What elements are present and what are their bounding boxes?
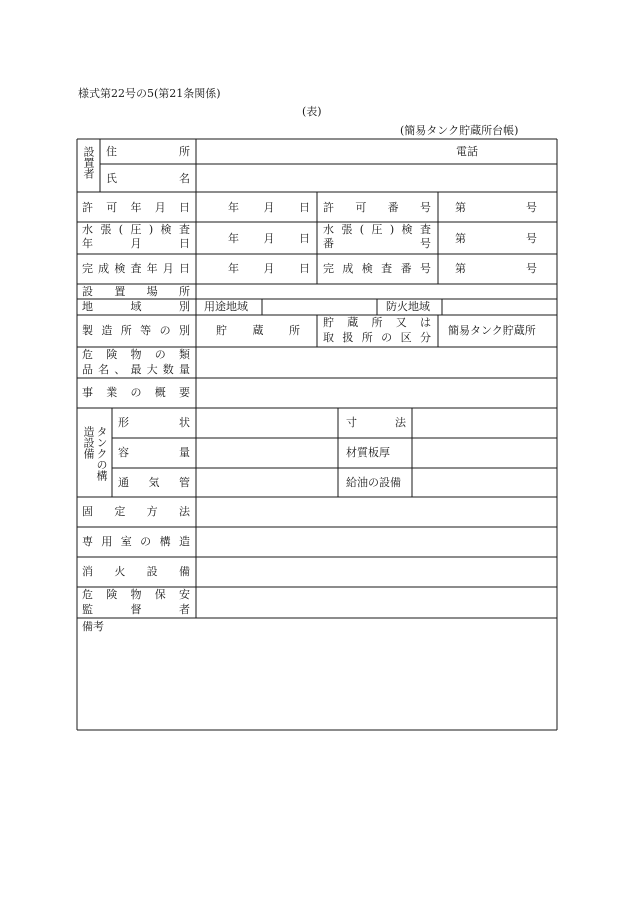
vent-label: 通 気 管 bbox=[118, 476, 190, 489]
completion-number-label: 完 成 検 査 番 号 bbox=[323, 262, 431, 275]
storage-kind-label-2: 取 扱 所 の 区 分 bbox=[323, 331, 431, 344]
dimension-label: 寸 法 bbox=[346, 416, 406, 429]
hazmat-label-2: 品 名 、 最 大 数 量 bbox=[82, 363, 190, 376]
fueling-label: 給油の設備 bbox=[346, 476, 401, 489]
capacity-label: 容 量 bbox=[118, 446, 190, 459]
room-label: 専 用 室 の 構 造 bbox=[82, 535, 190, 548]
completion-date-label: 完 成 検 査 年 月 日 bbox=[82, 262, 190, 275]
use-zone-label: 用途地域 bbox=[204, 300, 248, 313]
form-side: (表) bbox=[302, 105, 322, 118]
hydro-test-no-label-1: 水 張 ( 圧 ) 検 査 bbox=[323, 223, 431, 236]
permit-number-value: 第 号 bbox=[455, 201, 537, 214]
installer-label: 設置者 bbox=[82, 146, 95, 179]
address-label: 住 所 bbox=[106, 145, 190, 158]
completion-number-value: 第 号 bbox=[455, 262, 537, 275]
form-code: 様式第22号の5(第21条関係) bbox=[78, 87, 221, 100]
hydro-test-date-label-2: 年 月 日 bbox=[82, 237, 190, 250]
zone-label: 地 域 別 bbox=[82, 300, 190, 313]
fire-zone-label: 防火地域 bbox=[386, 300, 430, 313]
storage-label: 貯 蔵 所 bbox=[216, 324, 300, 337]
permit-date-value: 年 月 日 bbox=[228, 201, 310, 214]
hydro-test-no-value: 第 号 bbox=[455, 232, 537, 245]
completion-date-value: 年 月 日 bbox=[228, 262, 310, 275]
permit-number-label: 許 可 番 号 bbox=[323, 201, 431, 214]
phone-label: 電話 bbox=[456, 145, 478, 158]
permit-date-label: 許 可 年 月 日 bbox=[82, 201, 190, 214]
form-title: (簡易タンク貯蔵所台帳) bbox=[400, 124, 519, 137]
remarks-label: 備考 bbox=[82, 620, 104, 633]
business-label: 事 業 の 概 要 bbox=[82, 386, 190, 399]
extinguisher-label: 消 火 設 備 bbox=[82, 565, 190, 578]
fixing-label: 固 定 方 法 bbox=[82, 505, 190, 518]
thickness-label: 材質板厚 bbox=[346, 446, 390, 459]
storage-kind-label-1: 貯 蔵 所 又 は bbox=[323, 316, 431, 329]
location-label: 設 置 場 所 bbox=[82, 285, 190, 298]
hydro-test-date-value: 年 月 日 bbox=[228, 232, 310, 245]
name-label: 氏 名 bbox=[106, 172, 190, 185]
facility-type-label: 製 造 所 等 の 別 bbox=[82, 324, 190, 337]
hydro-test-no-label-2: 番 号 bbox=[323, 237, 431, 250]
tank-structure-label: タンクの構造設備 bbox=[82, 426, 108, 481]
simple-tank-label: 簡易タンク貯蔵所 bbox=[448, 324, 536, 337]
supervisor-label-1: 危 険 物 保 安 bbox=[82, 588, 190, 601]
supervisor-label-2: 監 督 者 bbox=[82, 603, 190, 616]
hydro-test-date-label-1: 水 張 ( 圧 ) 検 査 bbox=[82, 223, 190, 236]
shape-label: 形 状 bbox=[118, 416, 190, 429]
hazmat-label-1: 危 険 物 の 類 bbox=[82, 348, 190, 361]
